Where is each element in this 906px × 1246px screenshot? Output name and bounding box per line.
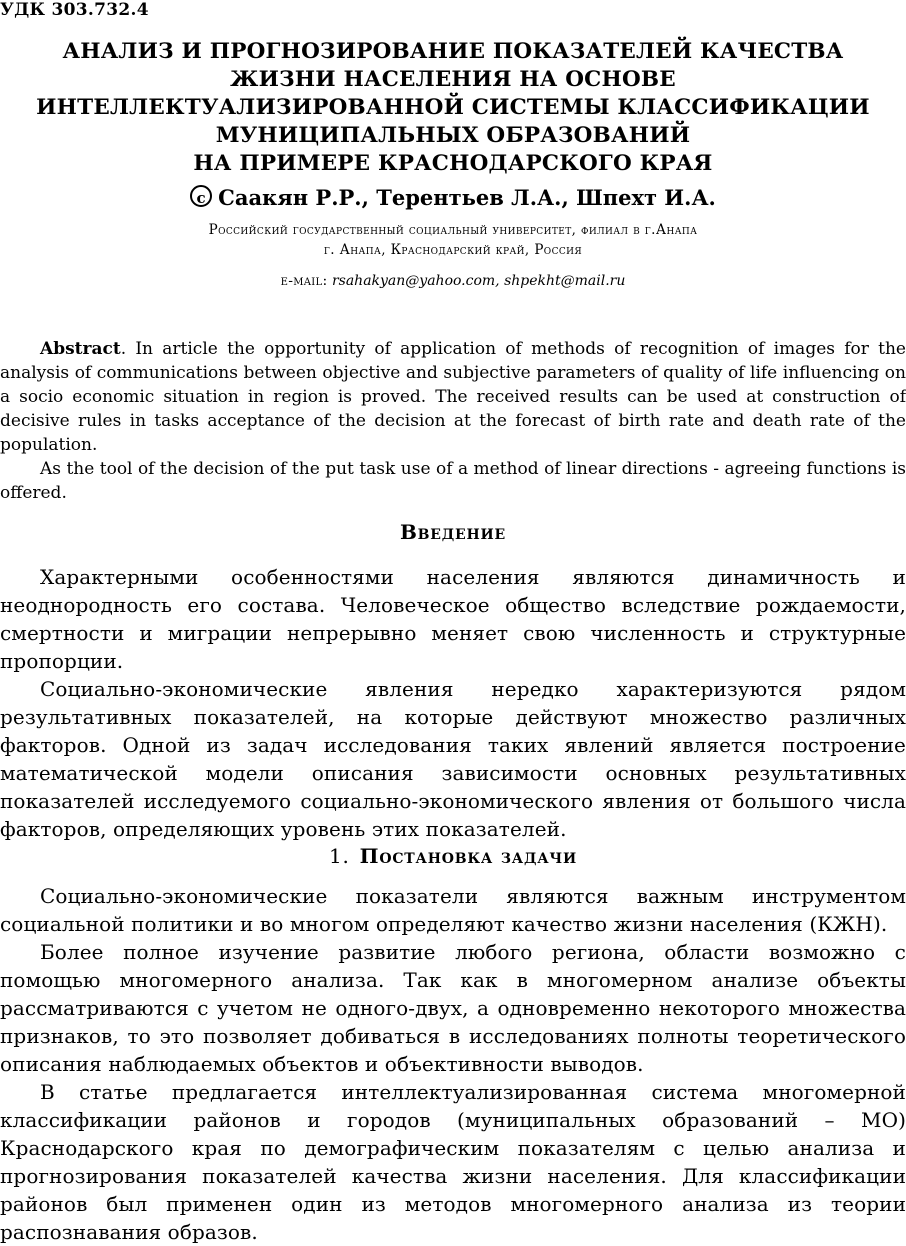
paper-title bbox=[0, 38, 906, 178]
author-names: Саакян Р.Р., Терентьев Л.А., Шпехт И.А. bbox=[218, 185, 716, 210]
udk-code: УДК 303.732.4 bbox=[0, 0, 149, 20]
abstract-paragraph: As the tool of the decision of the put task use of a method of linear directions - agreeing functions is offered. bbox=[0, 459, 906, 503]
title-line: ИНТЕЛЛЕКТУАЛИЗИРОВАННОЙ СИСТЕМЫ КЛАССИФИКАЦИИ bbox=[36, 95, 870, 120]
affiliation-line: г. Анапа, Краснодарский край, Россия bbox=[323, 242, 583, 258]
affiliation bbox=[0, 220, 906, 260]
section-heading-intro: Введение bbox=[399, 520, 507, 544]
section-number: 1. bbox=[328, 844, 350, 868]
email-addresses[interactable]: rsahakyan@yahoo.com, shpekht@mail.ru bbox=[331, 273, 626, 289]
copyright-icon: c bbox=[190, 185, 212, 207]
section-title: Постановка задачи bbox=[359, 844, 578, 868]
authors-line bbox=[0, 183, 906, 213]
email-line bbox=[0, 271, 906, 291]
body-paragraph: Характерными особенностями населения являются динамичность и неоднородность его состава. Человеческое общество вследствие рождаемости, смертности и миграции непрерывно меняет свою численность и структурные пропорции. bbox=[0, 565, 906, 673]
abstract bbox=[0, 337, 906, 505]
affiliation-line: Российский государственный социальный университет, филиал в г.Анапа bbox=[208, 222, 698, 238]
title-line: МУНИЦИПАЛЬНЫХ ОБРАЗОВАНИЙ bbox=[215, 123, 691, 148]
section1-body bbox=[0, 882, 906, 1246]
title-line: НА ПРИМЕРЕ КРАСНОДАРСКОГО КРАЯ bbox=[193, 151, 713, 176]
email-label: e-mail: bbox=[280, 273, 328, 289]
abstract-paragraph bbox=[0, 337, 906, 457]
title-line: АНАЛИЗ И ПРОГНОЗИРОВАНИЕ ПОКАЗАТЕЛЕЙ КАЧЕСТВА bbox=[62, 39, 844, 64]
body-paragraph: В статье предлагается интеллектуализированная система многомерной классификации районов и городов (муниципальных образований – МО) Краснодарского края по демографическим показателям с целью анализа и прогнозирования показателей качества жизни населения. Для классификации районов был применен один из методов многомерного анализа из теории распознавания образов. bbox=[0, 1080, 906, 1244]
title-line: ЖИЗНИ НАСЕЛЕНИЯ НА ОСНОВЕ bbox=[230, 67, 676, 92]
body-paragraph: Более полное изучение развитие любого региона, области возможно с помощью многомерного анализа. Так как в многомерном анализе объекты рассматриваются с учетом не одного-двух, а одновременно некоторого множества признаков, то это позволяет добиваться в исследованиях полноты теоретического описания наблюдаемых объектов и объективности выводов. bbox=[0, 940, 906, 1076]
body-paragraph: Социально-экономические показатели являются важным инструментом социальной политики и во многом определяют качество жизни населения (КЖН). bbox=[0, 884, 906, 936]
section-heading-1 bbox=[0, 844, 906, 868]
abstract-text: . In article the opportunity of application of methods of recognition of images for the analysis of communications between objective and subjective parameters of quality of life influencing on a socio economic situation in region is proved. The received results can be used at construction of decisive rules in tasks acceptance of the decision at the forecast of birth rate and death rate of the population. bbox=[0, 339, 906, 455]
abstract-label: Abstract bbox=[40, 339, 121, 359]
body-paragraph: Социально-экономические явления нередко характеризуются рядом результативных показателей, на которые действуют множество различных факторов. Одной из задач исследования таких явлений является построение математической модели описания зависимости основных результативных показателей исследуемого социально-экономического явления от большого числа факторов, определяющих уровень этих показателей. bbox=[0, 677, 906, 841]
intro-body bbox=[0, 563, 906, 843]
